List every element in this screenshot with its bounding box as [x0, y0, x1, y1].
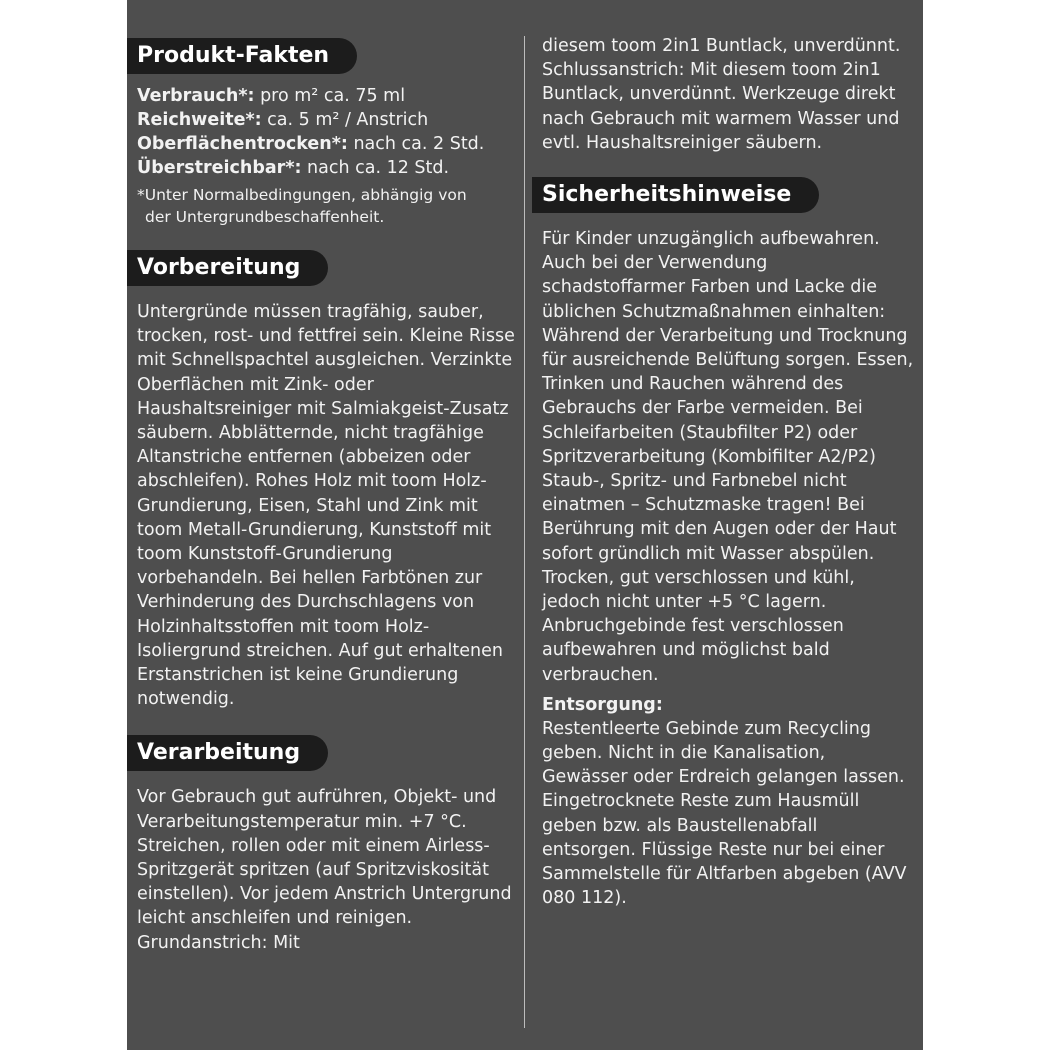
- verarbeitung-text: Vor Gebrauch gut aufrühren, Objekt- und Verarbeitungstemperatur min. +7 °C. Streichen, rollen oder mit einem Airless-Spritzgerät spritzen (auf Spritzviskosität einstellen). Vor jedem Anstrich Untergrund leicht anschleifen und reinigen. Grundanstrich: Mit: [137, 787, 512, 953]
- facts-footnote: [137, 184, 515, 228]
- heading-produkt-fakten: Produkt-Fakten: [127, 38, 357, 74]
- fact-value: pro m² ca. 75 ml: [254, 86, 406, 106]
- fact-oberflaechentrocken: [137, 132, 515, 156]
- heading-verarbeitung: Verarbeitung: [127, 735, 328, 771]
- fact-value: nach ca. 12 Std.: [301, 158, 450, 178]
- fact-value: nach ca. 2 Std.: [347, 134, 485, 154]
- fact-ueberstreichbar: [137, 156, 515, 180]
- entsorgung-label: Entsorgung:: [542, 694, 663, 715]
- footnote-line-1: *Unter Normalbedingungen, abhängig von: [137, 186, 467, 204]
- entsorgung-text: Restentleerte Gebinde zum Recycling geben. Nicht in die Kanalisation, Gewässer oder Erdreich gelangen lassen. Eingetrocknete Reste zum Hausmüll geben bzw. als Baustellenabfall entsorgen. Flüssige Reste nur bei einer Sammelstelle für Altfarben abgeben (AVV 080 112).: [542, 718, 907, 909]
- fact-label: Überstreichbar*:: [137, 158, 302, 178]
- heading-vorbereitung: Vorbereitung: [127, 250, 328, 286]
- fact-label: Reichweite*:: [137, 110, 262, 130]
- left-column: [137, 38, 515, 955]
- heading-sicherheitshinweise: Sicherheitshinweise: [532, 177, 819, 213]
- fact-verbrauch: [137, 84, 515, 108]
- verarbeitung-text-continued: diesem toom 2in1 Buntlack, unverdünnt. Schlussanstrich: Mit diesem toom 2in1 Buntlack, unverdünnt. Werkzeuge direkt nach Gebrauch mit warmem Wasser und evtl. Haushaltsreiniger säubern.: [542, 36, 901, 153]
- fact-reichweite: [137, 108, 515, 132]
- product-facts: [137, 84, 515, 228]
- sicherheit-text: Für Kinder unzugänglich aufbewahren. Auch bei der Verwendung schadstoffarmer Farben und Lacke die üblichen Schutzmaßnahmen einhalten: Während der Verarbeitung und Trocknung für ausreichende Belüftung sorgen. Essen, Trinken und Rauchen während des Gebrauchs der Farbe vermeiden. Bei Schleifarbeiten (Staubfilter P2) oder Spritzverarbeitung (Kombifilter A2/P2) Staub-, Spritz- und Farbnebel nicht einatmen – Schutzmaske tragen! Bei Berührung mit den Augen oder der Haut sofort gründlich mit Wasser abspülen. Trocken, gut verschlossen und kühl, jedoch nicht unter +5 °C lagern. Anbruchgebinde fest verschlossen aufbewahren und möglichst bald verbrauchen.: [542, 229, 914, 685]
- footnote-line-2: der Untergrundbeschaffenheit.: [145, 208, 385, 226]
- fact-value: ca. 5 m² / Anstrich: [261, 110, 429, 130]
- fact-label: Verbrauch*:: [137, 86, 255, 106]
- fact-label: Oberflächentrocken*:: [137, 134, 348, 154]
- vorbereitung-text: Untergründe müssen tragfähig, sauber, trocken, rost- und fettfrei sein. Kleine Risse mit Schnellspachtel ausgleichen. Verzinkte Oberflächen mit Zink- oder Haushaltsreiniger mit Salmiakgeist-Zusatz säubern. Abblätternde, nicht tragfähige Altanstriche entfernen (abbeizen oder abschleifen). Rohes Holz mit toom Holz-Grundierung, Eisen, Stahl und Zink mit toom Metall-Grundierung, Kunststoff mit toom Kunststoff-Grundierung vorbehandeln. Bei hellen Farbtönen zur Verhinderung des Durchschlagens von Holzinhaltsstoffen mit toom Holz-Isoliergrund streichen. Auf gut erhaltenen Erstanstrichen ist keine Grundierung notwendig.: [137, 302, 515, 710]
- column-divider: [524, 36, 525, 1028]
- right-column: [542, 34, 914, 911]
